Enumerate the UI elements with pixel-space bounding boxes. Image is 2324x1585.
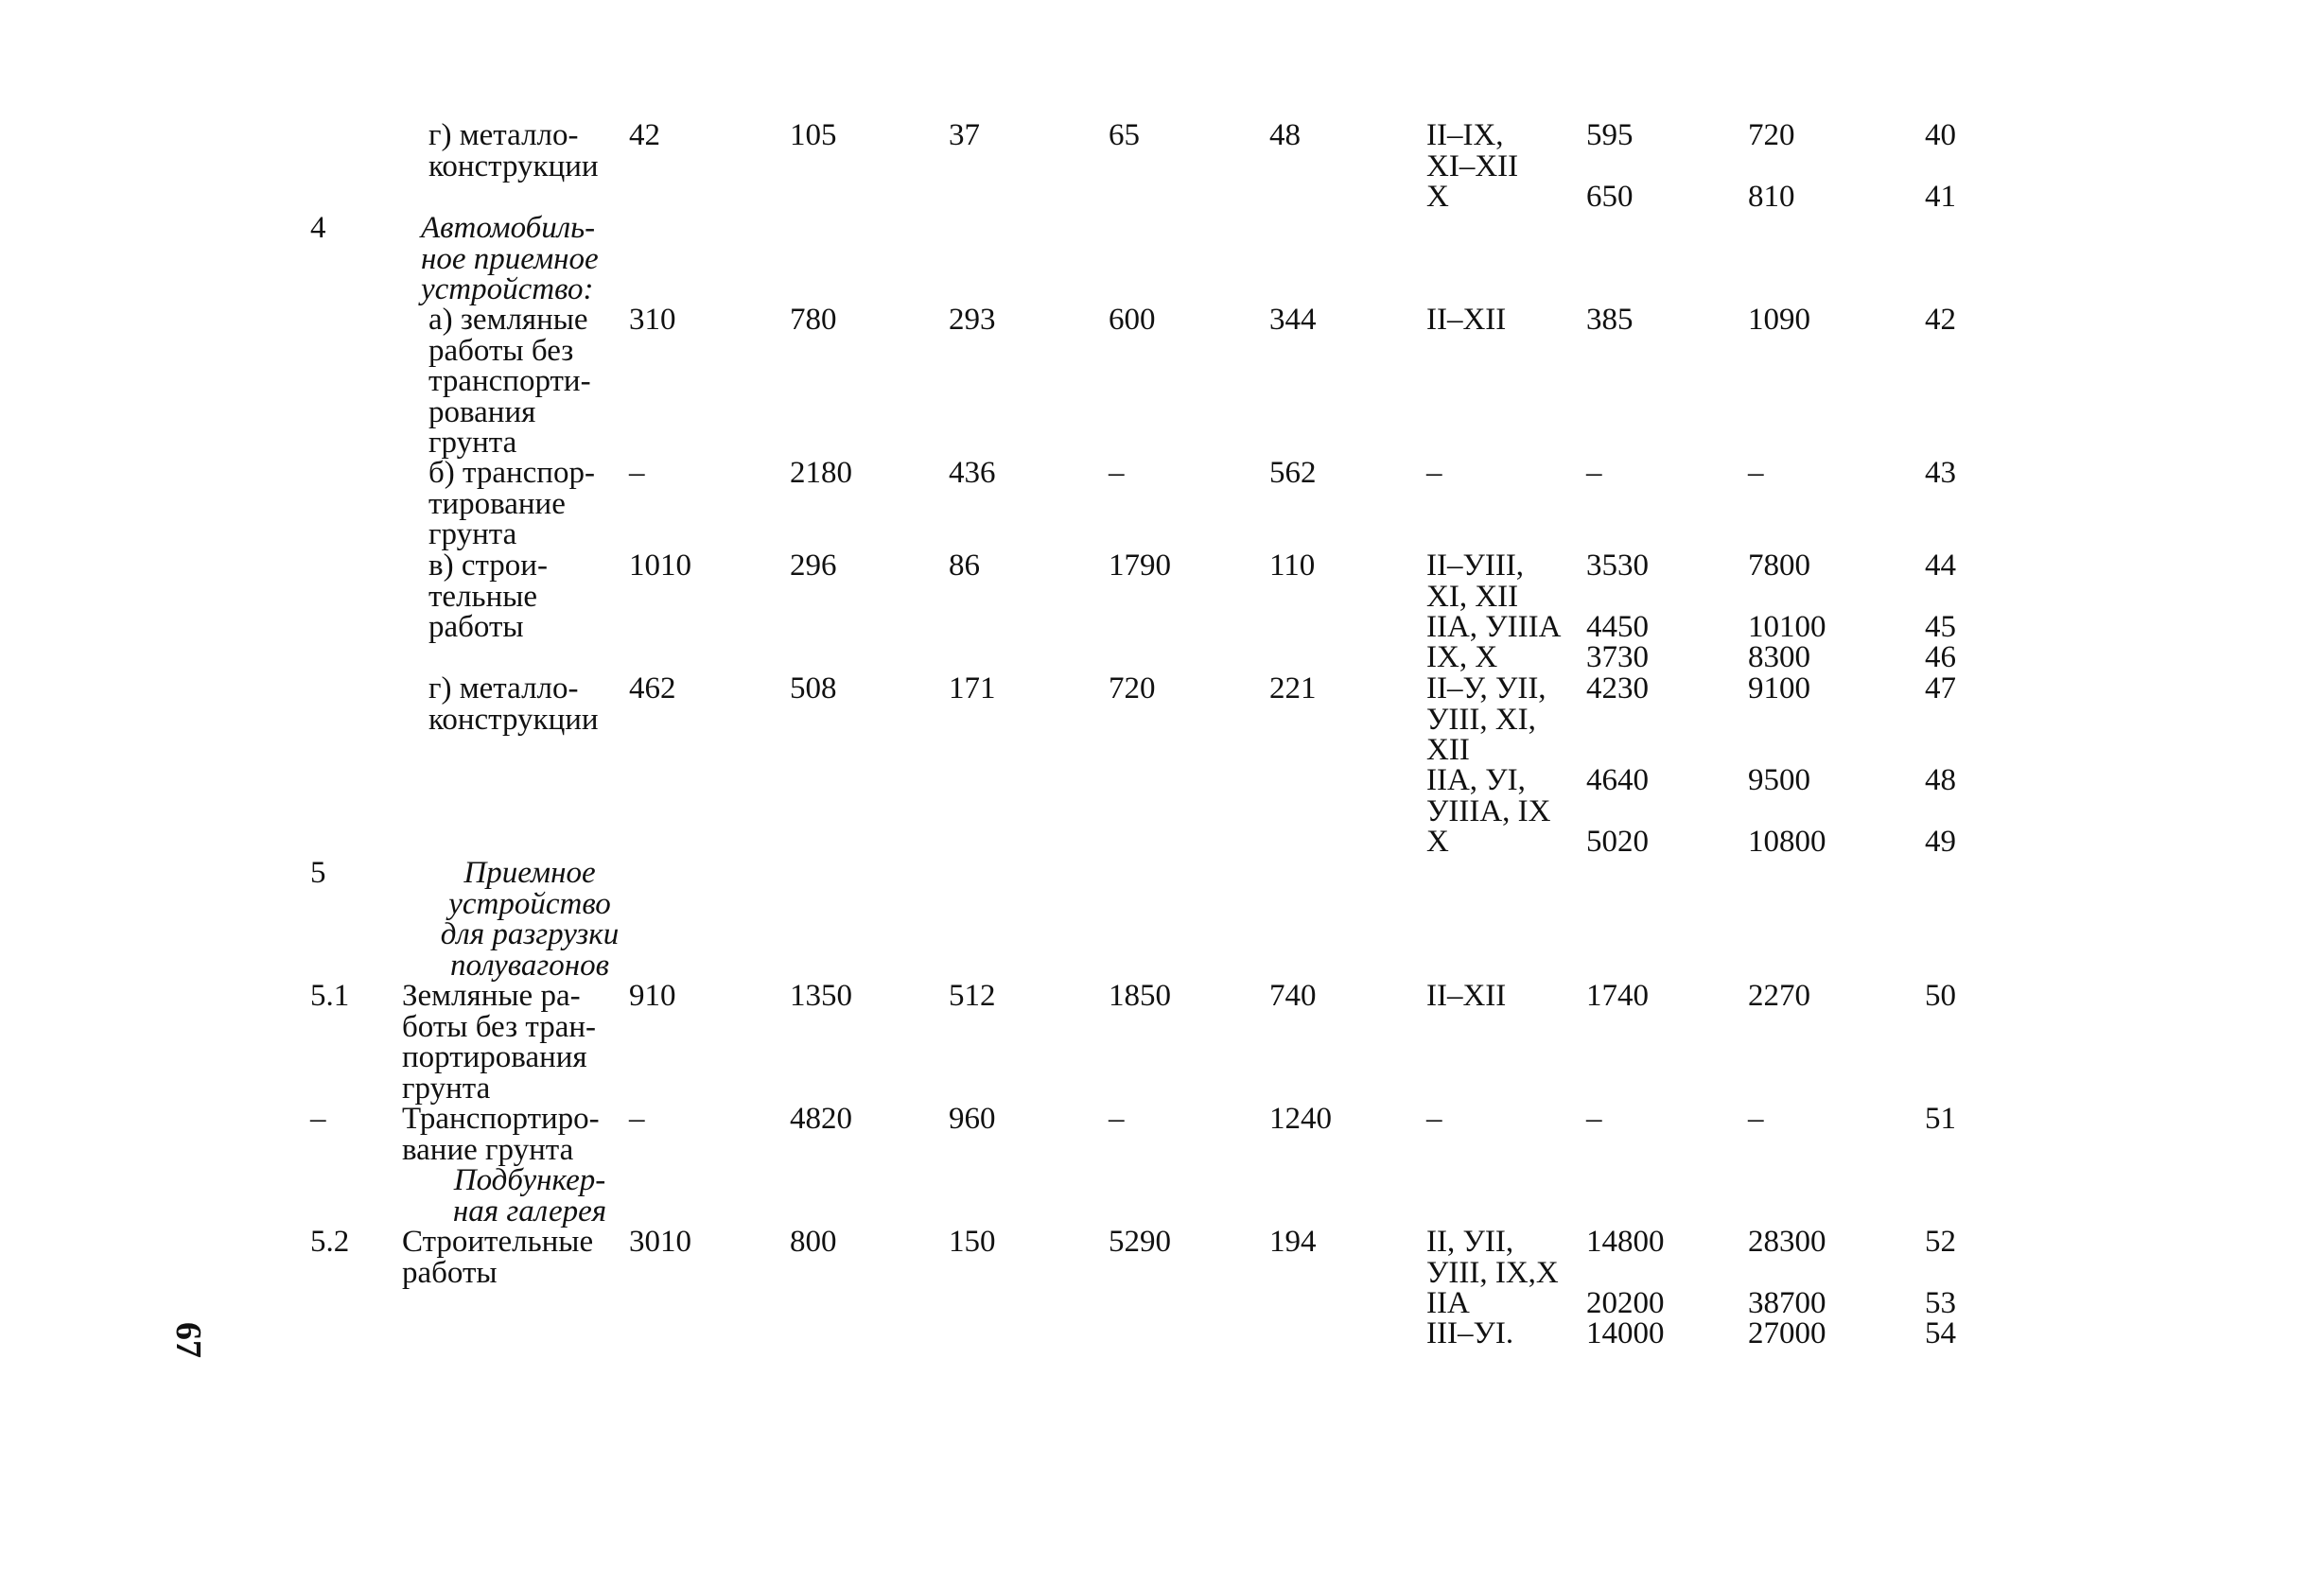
section-heading-line: Приемное (463, 856, 596, 890)
work-name-line: Земляные ра- (402, 979, 581, 1013)
index-cell: 44 (1925, 549, 1956, 583)
value-cell-c2: 780 (790, 303, 837, 337)
region-cell: УIIIА, IX (1426, 793, 1551, 828)
value-cell-c5: 562 (1269, 456, 1317, 490)
region-cell: – (1426, 456, 1442, 490)
value-cell-v2: 9100 (1748, 671, 1810, 705)
region-cell: IIА (1426, 1286, 1470, 1320)
value-cell-v2: – (1748, 456, 1764, 490)
work-name-line: конструкции (428, 702, 599, 737)
value-cell-c4: 65 (1109, 118, 1140, 152)
value-cell-c1: 462 (629, 671, 676, 705)
value-cell-c4: – (1109, 1102, 1125, 1136)
value-cell-c1: – (629, 456, 645, 490)
value-cell-c3: 171 (949, 671, 996, 705)
value-cell-c4: 5290 (1109, 1225, 1171, 1259)
index-cell: 53 (1925, 1286, 1956, 1320)
work-name-line: вание грунта (402, 1132, 574, 1167)
region-cell: X (1426, 825, 1449, 859)
index-cell: 43 (1925, 456, 1956, 490)
value-cell-v1: 1740 (1586, 979, 1649, 1013)
index-cell: 51 (1925, 1102, 1956, 1136)
value-cell-v1: 14800 (1586, 1225, 1665, 1259)
work-name-line: транспорти- (428, 364, 591, 398)
region-cell: II–XII (1426, 303, 1507, 337)
section-heading-line: ная галерея (452, 1193, 607, 1228)
value-cell-c1: – (629, 1102, 645, 1136)
value-cell-v1: 385 (1586, 303, 1634, 337)
section-heading-line: Автомобиль- (421, 211, 596, 245)
value-cell-v2: 38700 (1748, 1286, 1826, 1320)
region-cell: II, УII, (1426, 1225, 1514, 1259)
section-heading-line: устройство: (421, 272, 594, 306)
value-cell-c3: 150 (949, 1225, 996, 1259)
work-name-line: работы (428, 610, 524, 644)
region-cell: IIА, УI, (1426, 763, 1526, 797)
value-cell-c3: 960 (949, 1102, 996, 1136)
work-name-line: а) земляные (428, 303, 588, 337)
value-cell-v2: 810 (1748, 180, 1795, 214)
work-name-line: Строительные (402, 1225, 594, 1259)
value-cell-c5: 344 (1269, 303, 1317, 337)
work-name-line: грунта (428, 426, 517, 460)
value-cell-v1: 3730 (1586, 640, 1649, 674)
region-cell: II–УIII, (1426, 549, 1525, 583)
work-name-line: грунта (402, 1071, 491, 1106)
value-cell-v1: 5020 (1586, 825, 1649, 859)
value-cell-c5: 110 (1269, 549, 1316, 583)
value-cell-v2: 2270 (1748, 979, 1810, 1013)
section-heading-line: Подбункер- (453, 1163, 606, 1197)
work-name-line: рования (428, 394, 536, 429)
value-cell-c5: 48 (1269, 118, 1301, 152)
row-number: – (310, 1102, 326, 1136)
index-cell: 42 (1925, 303, 1956, 337)
work-name-line: портирования (402, 1040, 587, 1074)
work-name-line: работы (402, 1255, 498, 1290)
value-cell-v1: – (1586, 456, 1602, 490)
value-cell-c2: 800 (790, 1225, 837, 1259)
value-cell-v2: 9500 (1748, 763, 1810, 797)
index-cell: 48 (1925, 763, 1956, 797)
index-cell: 47 (1925, 671, 1956, 705)
region-cell: XI, XII (1426, 579, 1519, 614)
value-cell-c4: 720 (1109, 671, 1156, 705)
value-cell-c3: 293 (949, 303, 996, 337)
value-cell-v2: 1090 (1748, 303, 1810, 337)
value-cell-c2: 4820 (790, 1102, 852, 1136)
value-cell-v1: – (1586, 1102, 1602, 1136)
value-cell-c1: 310 (629, 303, 676, 337)
value-cell-v1: 595 (1586, 118, 1634, 152)
row-number: 5.1 (310, 979, 350, 1013)
region-cell: – (1426, 1102, 1442, 1136)
value-cell-c2: 2180 (790, 456, 852, 490)
region-cell: УIII, IX,X (1426, 1255, 1559, 1290)
work-name-line: г) металло- (428, 671, 579, 705)
work-name-line: тельные (428, 579, 538, 614)
work-name-line: боты без тран- (402, 1009, 597, 1044)
page-number: 67 (168, 1322, 208, 1358)
value-cell-c5: 1240 (1269, 1102, 1332, 1136)
region-cell: IIА, УIIIА (1426, 610, 1562, 644)
value-cell-c4: 1790 (1109, 549, 1171, 583)
work-name-line: конструкции (428, 148, 599, 183)
value-cell-v2: 7800 (1748, 549, 1810, 583)
value-cell-v2: 8300 (1748, 640, 1810, 674)
region-cell: IX, X (1426, 640, 1498, 674)
value-cell-v2: 27000 (1748, 1316, 1826, 1350)
index-cell: 45 (1925, 610, 1956, 644)
value-cell-c2: 105 (790, 118, 837, 152)
value-cell-v2: – (1748, 1102, 1764, 1136)
value-cell-v1: 14000 (1586, 1316, 1665, 1350)
value-cell-v2: 10100 (1748, 610, 1826, 644)
value-cell-c5: 221 (1269, 671, 1317, 705)
value-cell-v1: 20200 (1586, 1286, 1665, 1320)
value-cell-c5: 740 (1269, 979, 1317, 1013)
section-heading-line: устройство (448, 886, 611, 921)
value-cell-v2: 28300 (1748, 1225, 1826, 1259)
work-name-line: б) транспор- (428, 456, 595, 490)
value-cell-c5: 194 (1269, 1225, 1317, 1259)
value-cell-c4: 1850 (1109, 979, 1171, 1013)
value-cell-c2: 1350 (790, 979, 852, 1013)
row-number: 5.2 (310, 1225, 350, 1259)
region-cell: III–УI. (1426, 1316, 1514, 1350)
region-cell: X (1426, 180, 1449, 214)
region-cell: УIII, XI, (1426, 702, 1536, 737)
index-cell: 52 (1925, 1225, 1956, 1259)
value-cell-v1: 3530 (1586, 549, 1649, 583)
work-name-line: работы без (428, 333, 574, 368)
value-cell-c3: 436 (949, 456, 996, 490)
work-name-line: грунта (428, 517, 517, 551)
section-heading-line: полувагонов (450, 948, 609, 983)
region-cell: XI–XII (1426, 148, 1519, 183)
index-cell: 46 (1925, 640, 1956, 674)
value-cell-c3: 86 (949, 549, 980, 583)
index-cell: 50 (1925, 979, 1956, 1013)
value-cell-c1: 42 (629, 118, 660, 152)
value-cell-c4: – (1109, 456, 1125, 490)
work-name-line: г) металло- (428, 118, 579, 152)
value-cell-c3: 512 (949, 979, 996, 1013)
value-cell-c1: 910 (629, 979, 676, 1013)
index-cell: 54 (1925, 1316, 1956, 1350)
value-cell-c1: 3010 (629, 1225, 691, 1259)
region-cell: II–XII (1426, 979, 1507, 1013)
region-cell: II–IX, (1426, 118, 1504, 152)
value-cell-v1: 4230 (1586, 671, 1649, 705)
value-cell-c2: 508 (790, 671, 837, 705)
row-number: 4 (310, 211, 326, 245)
index-cell: 40 (1925, 118, 1956, 152)
section-heading-line: для разгрузки (440, 917, 620, 951)
work-name-line: тирование (428, 486, 566, 521)
value-cell-v2: 10800 (1748, 825, 1826, 859)
row-number: 5 (310, 856, 326, 890)
value-cell-c1: 1010 (629, 549, 691, 583)
index-cell: 49 (1925, 825, 1956, 859)
region-cell: XII (1426, 733, 1470, 767)
region-cell: II–У, УII, (1426, 671, 1546, 705)
value-cell-c3: 37 (949, 118, 980, 152)
value-cell-v1: 4640 (1586, 763, 1649, 797)
value-cell-c4: 600 (1109, 303, 1156, 337)
work-name-line: в) строи- (428, 549, 548, 583)
value-cell-v1: 4450 (1586, 610, 1649, 644)
work-name-line: Транспортиро- (402, 1102, 600, 1136)
index-cell: 41 (1925, 180, 1956, 214)
section-heading-line: ное приемное (421, 241, 599, 276)
value-cell-v2: 720 (1748, 118, 1795, 152)
value-cell-v1: 650 (1586, 180, 1634, 214)
value-cell-c2: 296 (790, 549, 837, 583)
